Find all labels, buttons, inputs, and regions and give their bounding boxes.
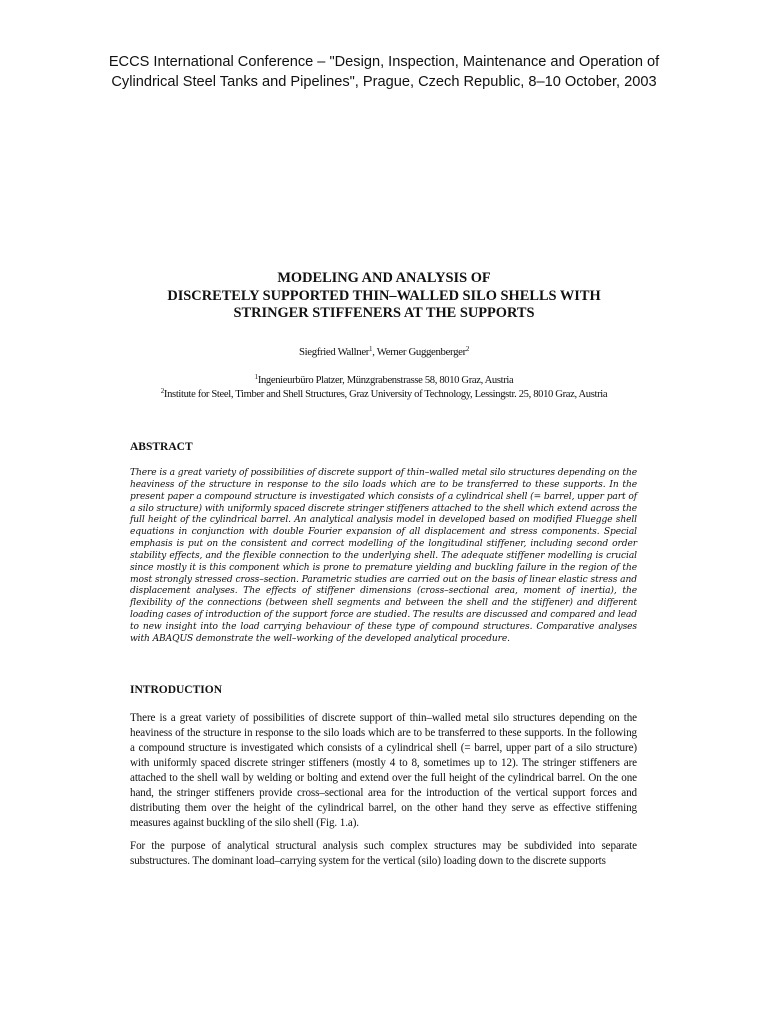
affiliation: [80, 388, 688, 402]
title-line: DISCRETELY SUPPORTED THIN–WALLED SILO SHELLS WITH: [167, 287, 601, 304]
affiliation-marker: 2: [160, 387, 164, 395]
abstract-text: There is a great variety of possibilities of discrete support of thin–walled metal silo structures depending on the heaviness of the structure in response to the silo loads which are to be transferred to these supports. In the present paper a compound structure is investigated which consists of a cylindrical shell (= barrel, upper part of a silo structure) with uniformly spaced discrete stringer stiffeners attached to the shell which extend across the full height of the cylindrical barrel. An analytical analysis model in developed based on modified Fluegge shell equations in conjunction with double Fourier expansion of all displacement and stress components. Special emphasis is put on the consistent and correct modelling of the longitudinal stiffener, including second order stability effects, and the flexible connection to the underlying shell. The adequate stiffener modelling is crucial since mostly it is this component which is prone to premature yielding and buckling failure in the region of the most strongly stressed cross–section. Parametric studies are carried out on the basis of linear elastic stress and displacement analyses. The effects of stiffener dimensions (cross–sectional area, moment of inertia), the flexibility of the connections (between shell segments and between the shell and the stiffener) and different loading cases of introduction of the support force are studied. The results are discussed and compared and lead to new insight into the load carrying behaviour of these type of compound structures. Comparative analyses with ABAQUS demonstrate the well–working of the developed analytical procedure.: [130, 468, 637, 644]
abstract-heading: ABSTRACT: [130, 441, 193, 453]
title-line: STRINGER STIFFENERS AT THE SUPPORTS: [233, 305, 535, 321]
affiliation-text: Institute for Steel, Timber and Shell Structures, Graz University of Technology, Lessingstr. 25, 8010 Graz, Austria: [163, 389, 608, 400]
body-paragraph: There is a great variety of possibilities of discrete support of thin–walled metal silo structures depending on the heaviness of the structure in response to the silo loads which are to be transferred to these supports. In the following a compound structure is investigated which consists of a cylindrical shell (= barrel, upper part of a silo structure) with uniformly spaced discrete stringer stiffeners (mostly 4 to 8, sometimes up to 12). The stringer stiffeners are attached to the shell wall by welding or bolting and extend over the full height of the cylindrical barrel. On the one hand, the stringer stiffeners provide cross–sectional area for the introduction of the vertical support forces and distributing them over the height of the cylindrical barrel, on the other hand they serve as effective stiffening measures against buckling of the silo shell (Fig. 1.a).: [130, 712, 637, 829]
affiliation: [80, 374, 688, 388]
author-name: Werner Guggenberger: [376, 346, 466, 358]
affiliation-marker: 2: [465, 345, 469, 353]
author-list: [100, 346, 668, 358]
affiliation-marker: 1: [369, 345, 373, 353]
author-separator: ,: [372, 346, 377, 358]
affiliation-text: Ingenieurbüro Platzer, Münzgrabenstrasse 58, 8010 Graz, Austria: [257, 375, 514, 386]
affiliation-marker: 1: [254, 373, 258, 381]
conference-header-line: ECCS International Conference – "Design, Inspection, Maintenance and Operation of: [108, 54, 660, 70]
title-line: MODELING AND ANALYSIS OF: [277, 270, 491, 286]
author-name: Siegfried Wallner: [299, 346, 370, 358]
paper-title: [100, 270, 668, 323]
conference-header: [60, 52, 708, 92]
body-paragraph: For the purpose of analytical structural analysis such complex structures may be subdivided into separate substructures. The dominant load–carrying system for the vertical (silo) loading down to the discrete supports: [130, 840, 637, 867]
conference-header-line: Cylindrical Steel Tanks and Pipelines", Prague, Czech Republic, 8–10 October, 2003: [111, 74, 657, 90]
introduction-heading: INTRODUCTION: [130, 684, 223, 696]
